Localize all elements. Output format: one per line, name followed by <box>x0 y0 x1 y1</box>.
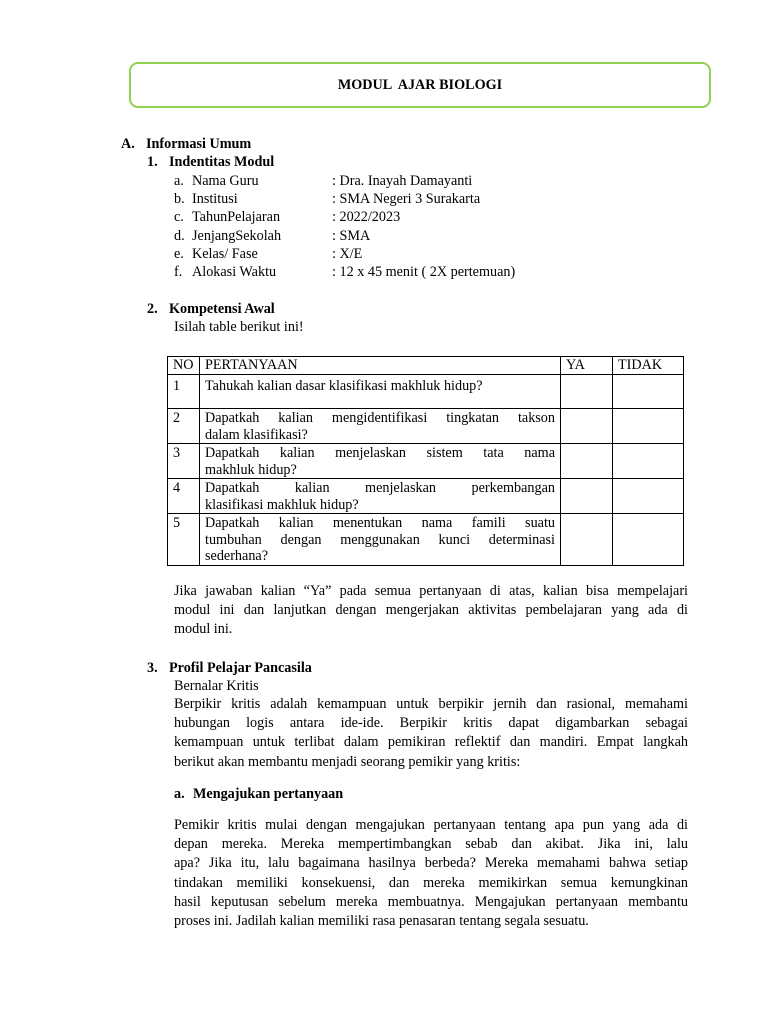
step-a-heading: Mengajukan pertanyaan <box>193 786 344 802</box>
info-mark: b. <box>174 191 185 207</box>
info-label: JenjangSekolah <box>192 228 282 244</box>
table-header-no: NO <box>168 357 200 375</box>
section-a-marker: A. <box>121 136 135 152</box>
paragraph-line: hubungan logis antara ide-ide. Berpikir kritis dapat digambarkan sebagai <box>174 715 688 732</box>
question-line: Dapatkah kalian menjelaskan perkembangan <box>205 480 555 496</box>
profil-heading: Profil Pelajar Pancasila <box>169 660 312 676</box>
paragraph-line: depan mereka. Mereka mempertimbangkan sebab dan akibat. Jika ini, lalu <box>174 836 688 853</box>
paragraph-line: kemampuan untuk terlibat dalam pemikiran reflektif dan mandiri. Empat langkah <box>174 734 688 751</box>
info-label: Alokasi Waktu <box>192 264 277 280</box>
identitas-heading: Indentitas Modul <box>169 154 275 170</box>
row-question <box>200 375 561 409</box>
answer-tidak-cell[interactable] <box>613 444 684 479</box>
row-no: 5 <box>168 514 200 566</box>
row-question <box>200 514 561 566</box>
info-value: : Dra. Inayah Damayanti <box>332 173 473 189</box>
paragraph-line: Pemikir kritis mulai dengan mengajukan pertanyaan tentang apa pun yang ada di <box>174 817 688 833</box>
table-row <box>168 409 684 444</box>
answer-ya-cell[interactable] <box>561 479 613 514</box>
question-line: Tahukah kalian dasar klasifikasi makhluk hidup? <box>205 378 483 394</box>
row-no: 1 <box>168 375 200 409</box>
answer-ya-cell[interactable] <box>561 409 613 444</box>
answer-tidak-cell[interactable] <box>613 375 684 409</box>
paragraph-line: tindakan memiliki konsekuensi, dan mereka memikirkan semua kemungkinan <box>174 874 688 891</box>
answer-ya-cell[interactable] <box>561 375 613 409</box>
info-value: : 12 x 45 menit ( 2X pertemuan) <box>332 264 516 280</box>
question-line: sederhana? <box>205 548 269 564</box>
row-question <box>200 444 561 479</box>
question-line: klasifikasi makhluk hidup? <box>205 496 359 513</box>
kompetensi-note <box>174 582 688 640</box>
step-a-paragraph <box>174 816 688 931</box>
info-value: : SMA <box>332 228 371 244</box>
info-mark: e. <box>174 246 184 262</box>
paragraph-line: Berpikir kritis adalah kemampuan untuk berpikir jernih dan rasional, memahami <box>174 696 688 712</box>
profil-subheading: Bernalar Kritis <box>174 678 259 694</box>
profil-marker: 3. <box>147 660 158 676</box>
paragraph-line: hasil keputusan sebelum mereka membuatnya. Mengajukan pertanyaan membantu <box>174 893 688 910</box>
info-value: : SMA Negeri 3 Surakarta <box>332 191 481 207</box>
info-label: Institusi <box>192 191 238 207</box>
table-header-tidak: TIDAK <box>613 357 684 375</box>
note-line: Jika jawaban kalian “Ya” pada semua pertanyaan di atas, kalian bisa mempelajari <box>174 583 688 599</box>
profil-paragraph <box>174 695 688 772</box>
paragraph-line: apa? Jika itu, lalu bagaimana hasilnya berbeda? Mereka memahami bahwa setiap <box>174 855 688 872</box>
table-header-pertanyaan: PERTANYAAN <box>200 357 561 375</box>
title-box <box>129 62 711 108</box>
table-row <box>168 514 684 566</box>
question-line: tumbuhan dengan menggunakan kunci determinasi <box>205 531 555 548</box>
question-line: Dapatkah kalian menentukan nama famili suatu <box>205 515 555 531</box>
info-value: : 2022/2023 <box>332 209 401 225</box>
table-row <box>168 479 684 514</box>
page-title: MODUL AJAR BIOLOGI <box>337 77 503 93</box>
answer-tidak-cell[interactable] <box>613 514 684 566</box>
table-row <box>168 375 684 409</box>
answer-tidak-cell[interactable] <box>613 479 684 514</box>
answer-tidak-cell[interactable] <box>613 409 684 444</box>
answer-ya-cell[interactable] <box>561 444 613 479</box>
info-value: : X/E <box>332 246 363 262</box>
table-header-ya: YA <box>561 357 613 375</box>
row-no: 2 <box>168 409 200 444</box>
row-question <box>200 479 561 514</box>
row-no: 3 <box>168 444 200 479</box>
info-label: TahunPelajaran <box>192 209 281 225</box>
paragraph-line: berikut akan membantu menjadi seorang pemikir yang kritis: <box>174 753 521 770</box>
kompetensi-instruction: Isilah table berikut ini! <box>174 319 304 335</box>
section-a-heading: Informasi Umum <box>146 136 252 152</box>
row-no: 4 <box>168 479 200 514</box>
info-mark: a. <box>174 173 184 189</box>
answer-ya-cell[interactable] <box>561 514 613 566</box>
question-line: Dapatkah kalian menjelaskan sistem tata nama <box>205 445 555 461</box>
question-line: Dapatkah kalian mengidentifikasi tingkatan takson <box>205 410 555 426</box>
question-line: makhluk hidup? <box>205 461 297 478</box>
info-mark: c. <box>174 209 184 225</box>
kompetensi-table <box>167 356 684 566</box>
info-mark: d. <box>174 228 185 244</box>
question-line: dalam klasifikasi? <box>205 426 308 443</box>
info-label: Nama Guru <box>192 173 259 189</box>
info-label: Kelas/ Fase <box>192 246 258 262</box>
table-header-row <box>168 357 684 375</box>
paragraph-line: proses ini. Jadilah kalian memiliki rasa penasaran tentang segala sesuatu. <box>174 912 589 929</box>
kompetensi-marker: 2. <box>147 301 158 317</box>
step-a-marker: a. <box>174 786 185 802</box>
note-line: modul ini dan lanjutkan dengan mengerjakan aktivitas pembelajaran yang ada di <box>174 602 688 619</box>
table-row <box>168 444 684 479</box>
row-question <box>200 409 561 444</box>
info-mark: f. <box>174 264 183 280</box>
note-line: modul ini. <box>174 621 233 638</box>
kompetensi-heading: Kompetensi Awal <box>169 301 275 317</box>
identitas-marker: 1. <box>147 154 158 170</box>
